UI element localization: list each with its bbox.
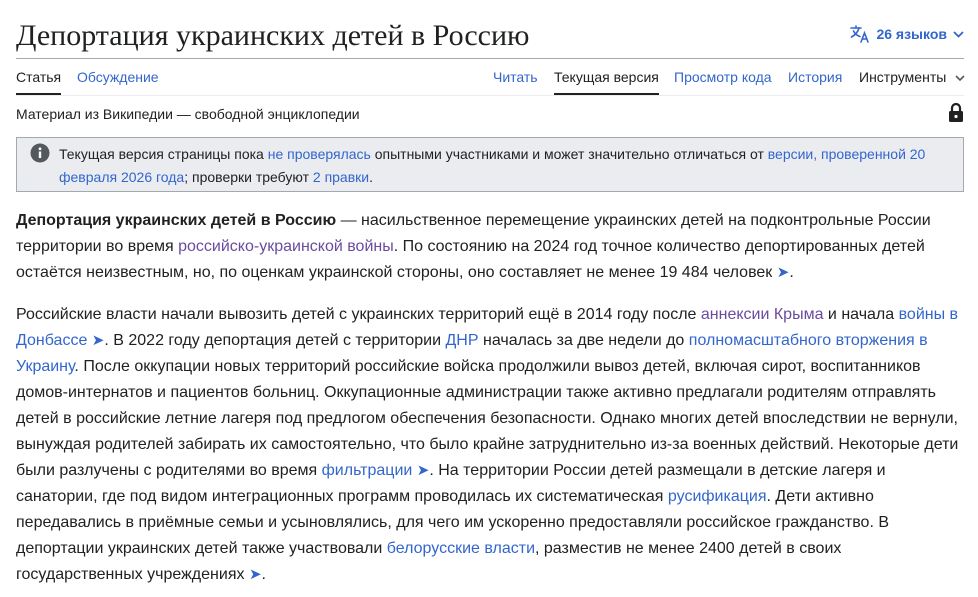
languages-label: 26 языков xyxy=(876,26,947,42)
chevron-down-icon xyxy=(953,31,964,38)
reference-arrow-icon[interactable]: ➤ xyxy=(416,462,430,479)
tab-talk[interactable]: Обсуждение xyxy=(77,69,159,85)
reviewed-version-link[interactable]: версии, проверенной 20 февраля 2026 года xyxy=(59,146,926,185)
review-notice xyxy=(16,137,964,192)
dpr-link[interactable]: ДНР xyxy=(445,332,479,349)
lock-icon[interactable] xyxy=(948,102,964,127)
tab-history[interactable]: История xyxy=(788,69,843,85)
chevron-down-icon xyxy=(955,75,965,82)
belarusian-authorities-link[interactable]: белорусские власти xyxy=(386,540,535,557)
notice-text: . xyxy=(369,169,373,185)
notice-text: Текущая версия страницы пока xyxy=(59,146,268,162)
tab-view-source[interactable]: Просмотр кода xyxy=(674,69,772,85)
tab-current-version[interactable]: Текущая версия xyxy=(554,58,659,95)
crimea-annexation-link[interactable]: аннексии Крыма xyxy=(700,306,824,323)
notice-text: ; проверки требуют xyxy=(184,169,313,185)
full-scale-invasion-link[interactable]: полномасштабного вторжения в Украину xyxy=(16,332,928,375)
page-title: Депортация украинских детей в Россию xyxy=(16,19,530,52)
tab-article[interactable]: Статья xyxy=(16,58,61,95)
tab-read[interactable]: Читать xyxy=(493,69,538,85)
languages-button[interactable] xyxy=(850,25,964,43)
title-bar xyxy=(16,14,964,59)
tabs-bar xyxy=(16,58,964,96)
tools-menu[interactable] xyxy=(859,58,965,95)
translate-icon xyxy=(850,25,870,43)
reference-arrow-icon[interactable]: ➤ xyxy=(91,332,105,349)
article-subject: Депортация украинских детей в Россию xyxy=(16,212,337,229)
tools-label: Инструменты xyxy=(859,69,947,85)
info-icon xyxy=(30,143,50,170)
tagline-row xyxy=(16,102,964,126)
russo-ukrainian-war-link[interactable]: российско-украинской войны xyxy=(178,238,394,255)
reference-arrow-icon[interactable]: ➤ xyxy=(248,566,262,583)
paragraph-2: Российские власти начали вывозить детей с украинских территорий ещё в 2014 году после аннексии Крыма и начала войны в Донбассе ➤. В 2022 году депортация детей с территории ДНР началась за две недели до полномасштабного вторжения в Украину. После оккупации новых территорий российские войска продолжили вывоз детей, включая сирот, воспитанников домов-интернатов и пациентов больниц. Оккупационные администрации также активно предлагали родителям отправлять детей в российские летние лагеря под предлогом обеспечения безопасности. Однако многих детей впоследствии не вернули, вынуждая родителей забирать их самостоятельно, что было крайне затруднительно из-за военных действий. Некоторые дети были разлучены с родителями во время фильтрации ➤. На территории России детей размещали в детские лагеря и санатории, где под видом интеграционных программ проводилась их систематическая русификация. Дети активно передавались в приёмные семьи и усыновлялись, для чего им ускоренно предоставляли российское гражданство. В депортации украинских детей также участвовали белорусские власти, разместив не менее 2400 детей в своих государственных учреждениях ➤. xyxy=(16,306,959,583)
article-body xyxy=(16,208,966,588)
not-reviewed-link[interactable]: не проверялась xyxy=(267,146,371,162)
paragraph-1: Депортация украинских детей в Россию — насильственное перемещение украинских детей на подконтрольные России территории во время российско-украинской войны. По состоянию на 2024 год точное количество депортированных детей остаётся неизвестным, но, по оценкам украинской стороны, оно составляет не менее 19 484 человек ➤. xyxy=(16,212,931,281)
site-tagline: Материал из Википедии — свободной энциклопедии xyxy=(16,106,360,122)
pending-edits-link[interactable]: 2 правки xyxy=(312,169,370,185)
russification-link[interactable]: русификация xyxy=(667,488,767,505)
notice-text: опытными участниками и может значительно отличаться от xyxy=(370,146,768,162)
filtration-link[interactable]: фильтрации xyxy=(321,462,413,479)
donbas-war-link[interactable]: войны в Донбассе xyxy=(16,306,959,349)
reference-arrow-icon[interactable]: ➤ xyxy=(776,264,790,281)
